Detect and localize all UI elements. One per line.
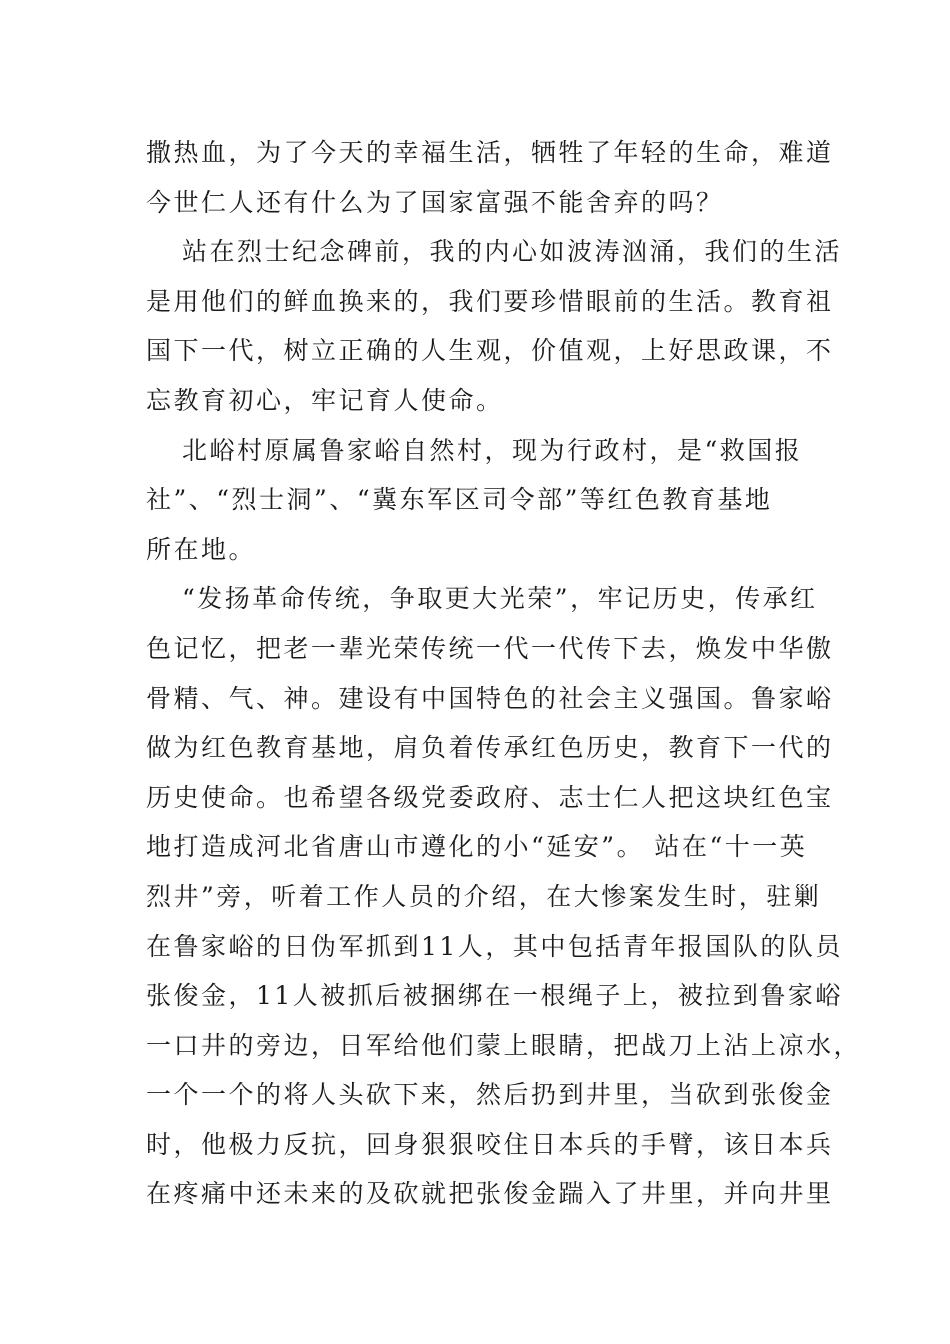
text-line: 骨精、气、神。建设有中国特色的社会主义强国。鲁家峪 xyxy=(146,683,834,713)
text-line: 在疼痛中还未来的及砍就把张俊金踹入了井里，并向井里 xyxy=(146,1179,834,1209)
text-line: 站在烈士纪念碑前，我的内心如波涛汹涌，我们的生活 xyxy=(182,237,843,267)
text-line: 北峪村原属鲁家峪自然村，现为行政村，是“救国报 xyxy=(182,435,803,465)
text-line: 地打造成河北省唐山市遵化的小“延安”。 站在“十一英 xyxy=(146,832,808,862)
text-line: 烈井”旁，听着工作人员的介绍，在大惨案发生时，驻剿 xyxy=(146,881,822,911)
paragraph-3 xyxy=(146,426,806,575)
text-line: 国下一代，树立正确的人生观，价值观，上好思政课，不 xyxy=(146,336,834,366)
document-body xyxy=(146,128,862,1219)
text-line: 色记忆，把老一辈光荣传统一代一代传下去，焕发中华傲 xyxy=(146,633,834,663)
text-line: 撒热血，为了今天的幸福生活，牺牲了年轻的生命，难道 xyxy=(146,138,834,167)
text-line: 一个一个的将人头砍下来，然后扔到井里，当砍到张俊金 xyxy=(146,1080,834,1110)
text-line: 做为红色教育基地，肩负着传承红色历史，教育下一代的 xyxy=(146,733,834,763)
text-line: 今世仁人还有什么为了国家富强不能舍弃的吗？ xyxy=(146,187,724,217)
text-line: “发扬革命传统，争取更大光荣”，牢记历史，传承红 xyxy=(182,584,818,614)
text-line: 张俊金，11人被抓后被捆绑在一根绳子上，被拉到鲁家峪 xyxy=(146,981,843,1011)
text-line: 是用他们的鲜血换来的，我们要珍惜眼前的生活。教育祖 xyxy=(146,286,834,316)
text-line: 一口井的旁边，日军给他们蒙上眼睛，把战刀上沾上凉水， xyxy=(146,1030,862,1060)
text-line: 历史使命。也希望各级党委政府、志士仁人把这块红色宝 xyxy=(146,782,834,812)
text-line: 忘教育初心，牢记育人使命。 xyxy=(146,385,504,415)
text-line: 社”、“烈士洞”、“冀东军区司令部”等红色教育基地 xyxy=(146,485,773,515)
paragraph-1 xyxy=(146,128,834,227)
text-line: 时，他极力反抗，回身狠狠咬住日本兵的手臂，该日本兵 xyxy=(146,1129,834,1159)
text-line: 在鲁家峪的日伪军抓到11人，其中包括青年报国队的队员 xyxy=(146,931,843,961)
paragraph-2 xyxy=(146,227,843,425)
paragraph-4 xyxy=(146,574,862,1219)
text-line: 所在地。 xyxy=(146,534,257,564)
